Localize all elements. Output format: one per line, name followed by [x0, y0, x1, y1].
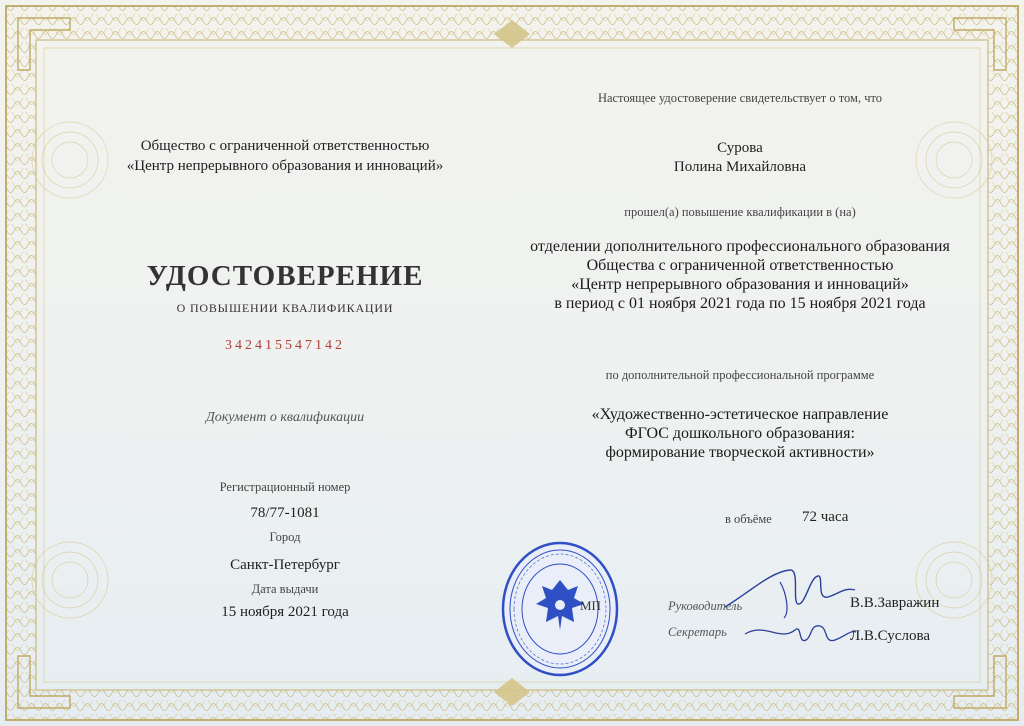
department-line1: отделении дополнительного профессионального образования: [530, 238, 950, 255]
document-subtitle: О ПОВЫШЕНИИ КВАЛИФИКАЦИИ: [176, 301, 394, 315]
city-value: Санкт-Петербург: [230, 557, 340, 573]
issuer-org-line2: «Центр непрерывного образования и инноваций»: [126, 158, 444, 174]
holder-surname: Сурова: [717, 140, 763, 156]
program-line1: «Художественно-эстетическое направление: [591, 406, 889, 423]
intro-text: Настоящее удостоверение свидетельствует о том, что: [597, 91, 883, 105]
passed-text: прошел(а) повышение квалификации в (на): [624, 205, 856, 219]
program-label: по дополнительной профессиональной программе: [605, 368, 875, 382]
holder-name: Полина Михайловна: [673, 159, 807, 175]
registration-number: 78/77-1081: [250, 505, 320, 521]
registration-label: Регистрационный номер: [219, 480, 351, 494]
city-label: Город: [269, 530, 301, 544]
serial-number: 342415547142: [225, 338, 345, 353]
secretary-signature: [740, 612, 860, 652]
issue-date-value: 15 ноября 2021 года: [221, 604, 349, 620]
volume-value: 72 часа: [802, 509, 849, 525]
program-line3: формирование творческой активности»: [605, 444, 875, 461]
department-line3: «Центр непрерывного образования и инноваций»: [571, 276, 909, 293]
volume-label: в объёме: [725, 512, 772, 526]
head-name: В.В.Завражин: [850, 595, 940, 611]
study-period: в период с 01 ноября 2021 года по 15 ноября 2021 года: [554, 295, 926, 312]
issuer-org-line1: Общество с ограниченной ответственностью: [140, 138, 430, 154]
program-line2: ФГОС дошкольного образования:: [625, 425, 855, 442]
issue-date-label: Дата выдачи: [251, 582, 319, 596]
secretary-name: Л.В.Суслова: [850, 628, 930, 644]
head-label: Руководитель: [668, 599, 743, 613]
mp-mark: МП: [580, 598, 601, 613]
document-type: Документ о квалификации: [205, 410, 365, 425]
official-seal-stamp: [500, 540, 620, 678]
document-title: УДОСТОВЕРЕНИЕ: [146, 260, 424, 292]
secretary-label: Секретарь: [668, 625, 727, 639]
department-line2: Общества с ограниченной ответственностью: [586, 257, 894, 274]
